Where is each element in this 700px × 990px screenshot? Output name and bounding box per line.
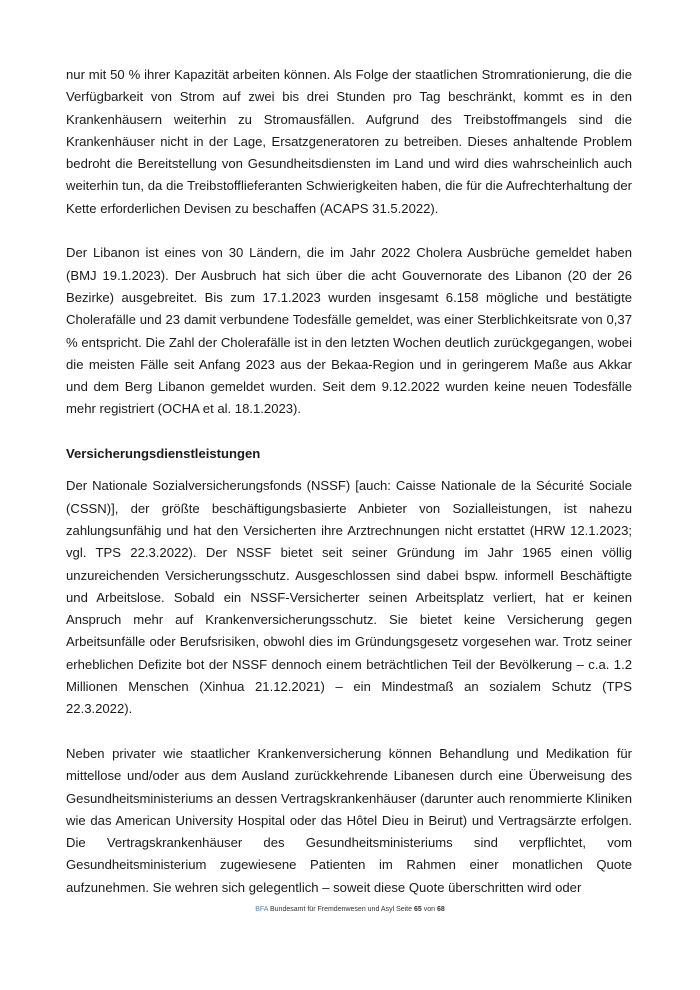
footer-agency-text: Bundesamt für Fremdenwesen und Asyl Seite [270, 906, 413, 913]
current-page-number: 65 [413, 906, 422, 913]
paragraph-nssf: Der Nationale Sozialversicherungsfonds (NSSF) [auch: Caisse Nationale de la Sécurité Sociale (CSSN)], der größte beschäftigungsbasierte Anbieter von Sozialleistungen, ist nahezu zahlungsunfähig und hat den Versicherten ihre Arztrechnungen nicht erstattet (HRW 12.1.2023; vgl. TPS 22.3.2022). Der NSSF bietet seit seiner Gründung im Jahr 1965 einen völlig unzureichenden Versicherungsschutz. Ausgeschlossen sind dabei bspw. informell Beschäftigte und Arbeitslose. Sobald ein NSSF-Versicherter seinen Arbeitsplatz verliert, hat er keinen Anspruch mehr auf Krankenversicherungsschutz. Sie bietet keine Versicherung gegen Arbeitsunfälle oder Berufsrisiken, obwohl dies im Gründungsgesetz vorgesehen war. Trotz seiner erheblichen Defizite bot der NSSF dennoch einem beträchtlichen Teil der Bevölkerung – c.a. 1.2 Millionen Menschen (Xinhua 21.12.2021) – ein Mindestmaß an sozialem Schutz (TPS 22.3.2022). [66, 478, 632, 717]
page-separator: von [423, 906, 436, 913]
paragraph-cholera: Der Libanon ist eines von 30 Ländern, die im Jahr 2022 Cholera Ausbrüche gemeldet haben (BMJ 19.1.2023). Der Ausbruch hat sich über die acht Gouvernorate des Libanon (20 der 26 Bezirke) ausgebreitet. Bis zum 17.1.2023 wurden insgesamt 6.158 mögliche und bestätigte Cholerafälle und 23 damit verbundene Todesfälle gemeldet, was einer Sterblichkeitsrate von 0,37 % entspricht. Die Zahl der Cholerafälle ist in den letzten Wochen deutlich zurückgegangen, wobei die meisten Fälle seit Anfang 2023 aus der Bekaa-Region und in geringerem Maße aus Akkar und dem Berg Libanon gemeldet wurden. Seit dem 9.12.2022 wurden keine neuen Todesfälle mehr registriert (OCHA et al. 18.1.2023). [66, 245, 632, 417]
document-page [66, 64, 632, 921]
page-footer [0, 906, 700, 913]
section-heading: Versicherungsdienstleistungen [66, 446, 261, 462]
total-page-count: 68 [436, 906, 445, 913]
paragraph-hospital-power: nur mit 50 % ihrer Kapazität arbeiten können. Als Folge der staatlichen Stromrationierung, die die Verfügbarkeit von Strom auf zwei bis drei Stunden pro Tag beschränkt, kommt es in den Krankenhäusern weiterhin zu Stromausfällen. Aufgrund des Treibstoffmangels sind die Krankenhäuser nicht in der Lage, Ersatzgeneratoren zu betreiben. Dieses anhaltende Problem bedroht die Bereitstellung von Gesundheitsdiensten im Land und wird dies wahrscheinlich auch weiterhin tun, da die Treibstofflieferanten Schwierigkeiten haben, die für die Aufrechterhaltung der Kette erforderlichen Devisen zu beschaffen (ACAPS 31.5.2022). [66, 67, 632, 216]
paragraph-ministry-referral: Neben privater wie staatlicher Krankenversicherung können Behandlung und Medikation für mittellose und/oder aus dem Ausland zurückkehrende Libanesen durch eine Überweisung des Gesundheitsministeriums an dessen Vertragskrankenhäuser (darunter auch renommierte Kliniken wie das American University Hospital oder das Hôtel Dieu in Beirut) und Vertragsärzte erfolgen. Die Vertragskrankenhäuser des Gesundheitsministeriums sind verpflichtet, vom Gesundheitsministerium zugewiesene Patienten im Rahmen einer monatlichen Quote aufzunehmen. Sie wehren sich gelegentlich – soweit diese Quote überschritten wird oder [66, 745, 632, 895]
bfa-logo: BFA [255, 906, 269, 913]
